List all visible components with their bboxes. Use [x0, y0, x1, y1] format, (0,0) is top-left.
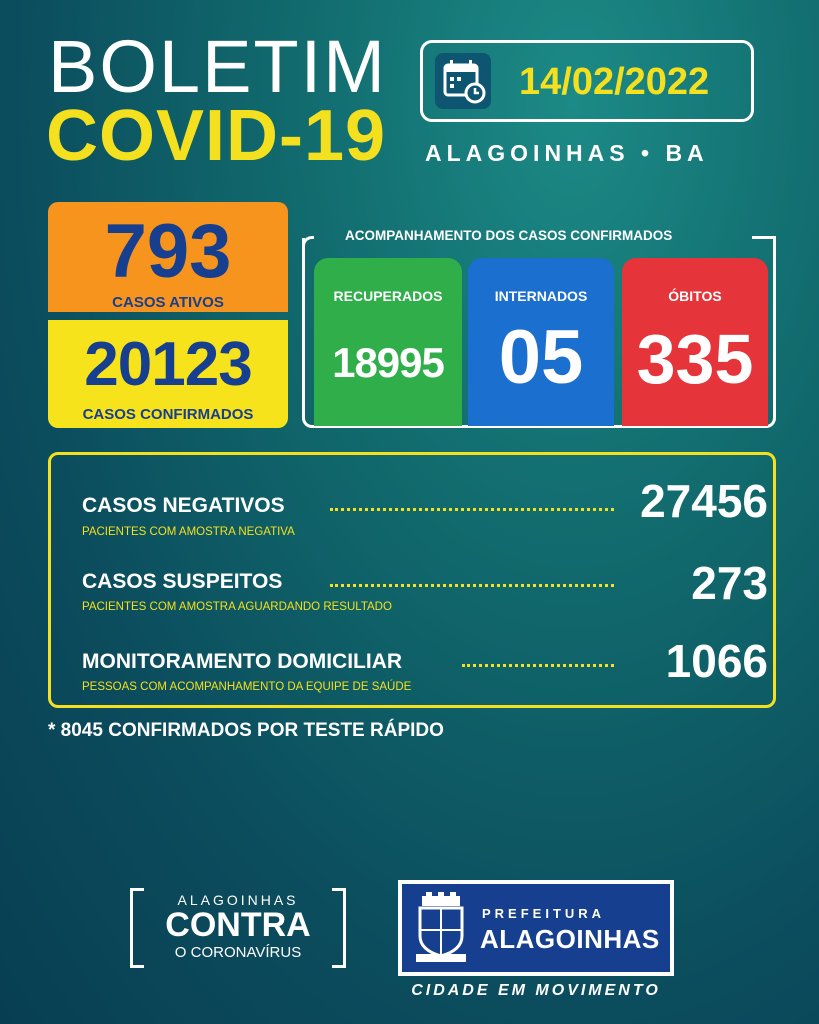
- recovered-label: RECUPERADOS: [333, 288, 443, 304]
- deaths-card: [622, 258, 768, 426]
- campaign-line1: ALAGOINHAS: [177, 892, 299, 908]
- campaign-line3: O CORONAVÍRUS: [174, 944, 302, 961]
- prefeitura-line1: PREFEITURA: [482, 906, 606, 921]
- confirmed-cases-value: 20123: [84, 330, 252, 399]
- confirmed-cases-card: [48, 320, 288, 428]
- negative-title: CASOS NEGATIVOS: [82, 494, 285, 517]
- active-cases-label: CASOS ATIVOS: [112, 294, 224, 311]
- location-label: ALAGOINHAS • BA: [425, 140, 709, 166]
- hospitalized-card: [468, 258, 614, 426]
- deaths-value: 335: [636, 320, 754, 398]
- monitoring-subtitle: PESSOAS COM ACOMPANHAMENTO DA EQUIPE DE SAÚDE: [82, 681, 412, 693]
- city-crest-icon: [414, 892, 468, 964]
- negative-value: 27456: [640, 475, 768, 527]
- tracking-frame-top: [752, 236, 776, 239]
- recovered-value: 18995: [332, 339, 444, 386]
- tracking-title: ACOMPANHAMENTO DOS CASOS CONFIRMADOS: [345, 228, 673, 243]
- bulletin-date: 14/02/2022: [519, 61, 710, 103]
- tracking-frame-corner: [302, 236, 314, 250]
- active-cases-card: [48, 202, 288, 312]
- city-slogan: CIDADE EM MOVIMENTO: [411, 982, 661, 999]
- hospitalized-label: INTERNADOS: [494, 288, 588, 304]
- title-covid: COVID-19: [46, 96, 387, 176]
- confirmed-cases-label: CASOS CONFIRMADOS: [82, 406, 254, 423]
- campaign-line2: CONTRA: [165, 906, 311, 944]
- monitoring-title: MONITORAMENTO DOMICILIAR: [82, 650, 403, 673]
- calendar-clock-icon: [435, 53, 491, 109]
- monitoring-value: 1066: [665, 635, 768, 687]
- hospitalized-value: 05: [498, 315, 584, 400]
- rapid-test-footnote: * 8045 CONFIRMADOS POR TESTE RÁPIDO: [48, 720, 444, 741]
- title-boletim: BOLETIM: [48, 25, 387, 108]
- date-box: [420, 40, 754, 122]
- prefeitura-logo: [398, 880, 674, 976]
- campaign-logo: [130, 888, 346, 968]
- suspect-title: CASOS SUSPEITOS: [82, 570, 283, 593]
- recovered-card: [314, 258, 462, 426]
- active-cases-value: 793: [104, 209, 232, 294]
- negative-subtitle: PACIENTES COM AMOSTRA NEGATIVA: [82, 526, 295, 538]
- suspect-subtitle: PACIENTES COM AMOSTRA AGUARDANDO RESULTADO: [82, 601, 392, 613]
- suspect-value: 273: [691, 557, 768, 609]
- deaths-label: ÓBITOS: [668, 288, 722, 304]
- prefeitura-line2: ALAGOINHAS: [480, 924, 660, 954]
